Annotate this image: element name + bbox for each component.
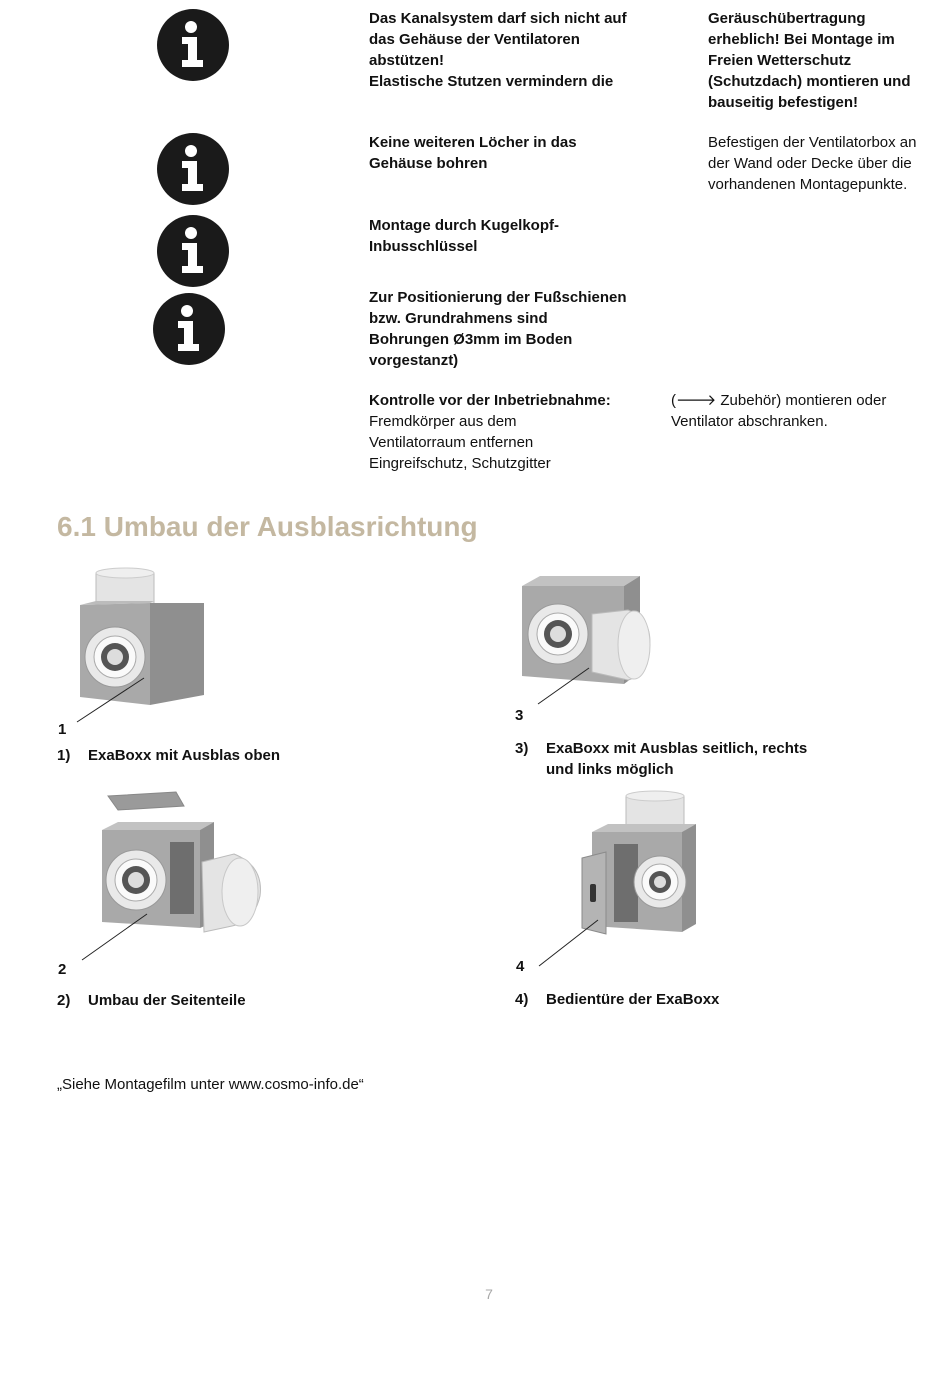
caption-text-1: ExaBoxx mit Ausblas oben [88,747,280,764]
caption-4 [515,989,895,1011]
caption-number-3: 3) [515,740,529,757]
caption-text-2: Umbau der Seitenteile [88,992,246,1009]
leader-line-4 [538,918,600,968]
check-block [369,390,629,474]
check-title: Kontrolle vor der Inbetriebnahme: [369,392,611,409]
caption-number-2: 2) [57,992,71,1009]
figure-label-1: 1 [58,721,67,738]
leader-line-3 [537,666,591,706]
caption-text-4: Bedientüre der ExaBoxx [546,991,720,1008]
caption-2 [57,990,437,1012]
footnote: „Siehe Montagefilm unter www.cosmo-info.de“ [57,1076,364,1093]
leader-line-2 [81,912,149,962]
info-icon [157,133,229,205]
check-right-text: (🡒 Zubehör) montieren oder Ventilator abschranken. [671,392,887,430]
leader-line-1 [76,676,146,724]
figure-service-door [578,788,703,938]
figure-label-2: 2 [58,961,67,978]
info-text-3-left: Montage durch Kugelkopf-Inbusschlüssel [369,217,559,255]
info-text-1-left: Das Kanalsystem darf sich nicht auf das Gehäuse der Ventilatoren abstützen! Elastische Stutzen vermindern die [369,10,627,90]
caption-3 [515,738,895,782]
section-heading: 6.1 Umbau der Ausblasrichtung [57,511,478,542]
caption-1 [57,745,437,767]
figure-label-4: 4 [516,958,525,975]
check-body: Fremdkörper aus dem Ventilatorraum entfernen Eingreifschutz, Schutzgitter [369,413,551,472]
figure-label-3: 3 [515,707,524,724]
info-text-1-right: Geräuschübertragung erheblich! Bei Montage im Freien Wetterschutz (Schutzdach) montieren und bauseitig befestigen! [708,10,911,111]
caption-text-3: ExaBoxx mit Ausblas seitlich, rechts und links möglich [546,740,808,778]
info-icon [157,9,229,81]
caption-number-4: 4) [515,991,529,1008]
info-icon [157,215,229,287]
page-number: 7 [485,1286,493,1302]
info-icon [153,293,225,365]
info-text-2-left: Keine weiteren Löcher in das Gehäuse bohren [369,134,577,172]
info-text-4-left: Zur Positionierung der Fußschienen bzw. Grundrahmens sind Bohrungen Ø3mm im Boden vorgestanzt) [369,289,627,369]
info-text-2-right: Befestigen der Ventilatorbox an der Wand oder Decke über die vorhandenen Montagepunkte. [708,134,917,193]
caption-number-1: 1) [57,747,71,764]
